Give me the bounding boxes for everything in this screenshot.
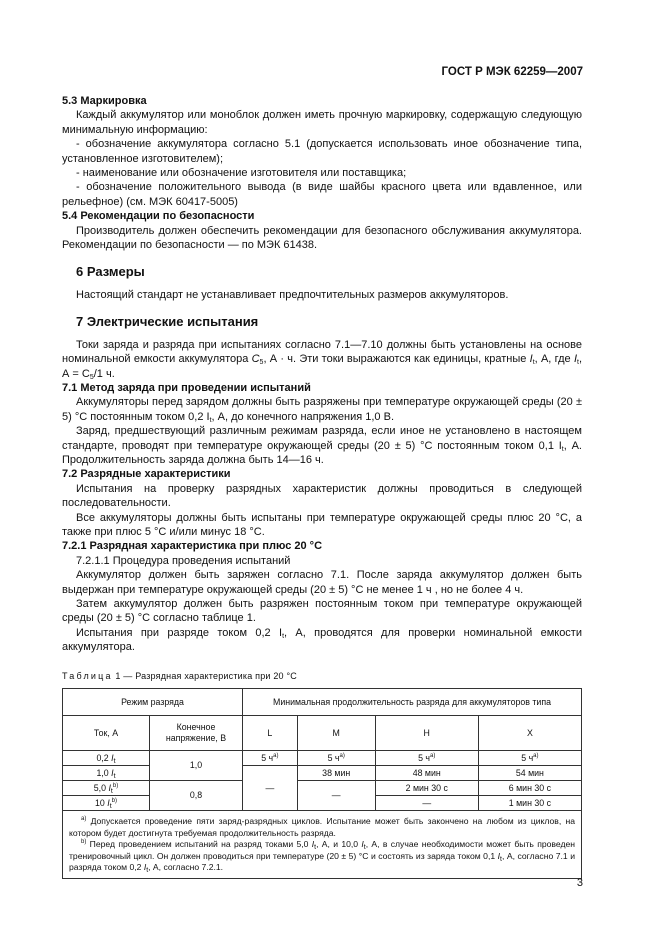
section-7-1-title: 7.1 Метод заряда при проведении испытаний	[62, 381, 311, 394]
cell-x: 6 мин 30 с	[478, 781, 581, 796]
paragraph: Затем аккумулятор должен быть разряжен постоянным током при температуре окружающей среды (20 ± 5) °С согласно таблице 1.	[62, 598, 582, 625]
section-7-2-title: 7.2 Разрядные характеристики	[62, 468, 231, 481]
header-type-m: M	[297, 716, 375, 751]
cell-x: 54 мин	[478, 766, 581, 781]
footnote-a: $^{а)}$ Допускается проведение пяти заряд-разрядных циклов. Испытание может быть закончено на любом из циклов, на котором будет достигнута требуемая продолжительность разряда.	[69, 816, 576, 838]
header-type-l: L	[243, 716, 298, 751]
header-mode: Режим разряда	[63, 689, 243, 716]
table-footnotes	[63, 811, 582, 879]
table-row	[63, 766, 582, 781]
section-7-2-1-1-title: 7.2.1.1 Процедура проведения испытаний	[76, 554, 291, 567]
paragraph: Заряд, предшествующий различным режимам разряда, если иное не установлено в настоящем стандарте, проводят при температуре окружающей среды (20 ± 5) °С постоянным током 0,1 $I_t$, А. Продолжительность заряда должна быть 14—16 ч.	[62, 425, 582, 466]
discharge-table	[62, 688, 582, 879]
paragraph: Аккумуляторы перед зарядом должны быть разряжены при температуре окружающей среды (20 ± 5) °С постоянным током 0,2 $I_t$, А, до конечного напряжения 1,0 В.	[62, 396, 582, 424]
cell-voltage: 0,8	[150, 781, 243, 811]
table-header-row	[63, 689, 582, 716]
section-5-4-title: 5.4 Рекомендации по безопасности	[62, 210, 255, 223]
page-content	[62, 94, 582, 879]
footnote-b: $^{b)}$ Перед проведением испытаний на разряд токами 5,0 $I_t$, А, и 10,0 $I_t$, А, в случае необходимости может быть проведен тренировочный цикл. Он должен проводиться при температуре (20 ± 5) °С и состоять из заряда током 0,1 $I_t$, А, согласно 7.1 и разряда током 0,2 $I_t$, А, согласно 7.2.1.	[69, 839, 576, 875]
section-6-title: 6 Размеры	[76, 264, 145, 280]
paragraph: Настоящий стандарт не устанавливает предпочтительных размеров аккумуляторов.	[76, 288, 509, 301]
table-row	[63, 781, 582, 796]
paragraph: Аккумулятор должен быть заряжен согласно 7.1. После заряда аккумулятор должен быть выдержан при температуре окружающей среды (20 ± 5) °С не менее 1 ч , но не более 4 ч.	[62, 569, 582, 596]
paragraph: Все аккумуляторы должны быть испытаны при температуре окружающей среды плюс 20 °С, а также при плюс 5 °С и/или минус 18 °С.	[62, 511, 582, 538]
section-5-3-title: 5.3 Маркировка	[62, 95, 147, 107]
cell-m: 5 $ч^{а)}$	[297, 751, 375, 766]
paragraph: Испытания при разряде током 0,2 $I_t$, А, проводятся для проверки номинальной емкости аккумулятора.	[62, 626, 582, 654]
header-current: Ток, А	[63, 716, 150, 751]
cell-x: 1 мин 30 с	[478, 796, 581, 811]
cell-h: —	[375, 796, 478, 811]
cell-current: 10 $I_t^{b)}$	[63, 796, 150, 811]
table-footnote-row	[63, 811, 582, 879]
document-header: ГОСТ Р МЭК 62259—2007	[441, 66, 583, 78]
cell-m: 38 мин	[297, 766, 375, 781]
page-number: 3	[576, 877, 583, 889]
header-minimal: Минимальная продолжительность разряда для аккумуляторов типа	[243, 689, 582, 716]
cell-current: 0,2 $I_t$	[63, 751, 150, 766]
header-type-h: H	[375, 716, 478, 751]
cell-l: 5 $ч^{а)}$	[243, 751, 298, 766]
paragraph: Производитель должен обеспечить рекомендации для безопасного обслуживания аккумулятора. Рекомендации по безопасности — по МЭК 61438.	[62, 224, 582, 252]
header-type-x: X	[478, 716, 581, 751]
cell-l: —	[243, 766, 298, 811]
header-voltage: Конечное напряжение, В	[150, 716, 243, 751]
cell-h: 2 мин 30 с	[375, 781, 478, 796]
section-7-title: 7 Электрические испытания	[76, 314, 259, 330]
cell-h: 48 мин	[375, 766, 478, 781]
table-caption: Таблица 1 — Разрядная характеристика при 20 °С	[62, 670, 297, 681]
table-subheader-row	[63, 716, 582, 751]
cell-m: —	[297, 781, 375, 811]
section-7-2-1-title: 7.2.1 Разрядная характеристика при плюс 20 °С	[62, 540, 323, 553]
paragraph: Каждый аккумулятор или моноблок должен иметь прочную маркировку, содержащую следующую минимальную информацию:	[62, 109, 582, 136]
cell-x: 5 $ч^{а)}$	[478, 751, 581, 766]
list-item: - наименование или обозначение изготовителя или поставщика;	[76, 167, 407, 180]
paragraph: Токи заряда и разряда при испытаниях согласно 7.1—7.10 должны быть установлены на основе номинальной емкости аккумулятора $C_5$, А · ч. Эти токи выражаются как единицы, кратные $I_t$, А, где $I_t$, $А = C_5/1$ ч.	[62, 338, 583, 381]
cell-current: 1,0 $I_t$	[63, 766, 150, 781]
list-item: - обозначение положительного вывода (в виде шайбы красного цвета или вдавленное, или рельефное) (см. МЭК 60417-5005)	[62, 181, 582, 208]
cell-voltage: 1,0	[150, 751, 243, 781]
cell-current: 5,0 $I_t^{b)}$	[63, 781, 150, 796]
cell-h: 5 $ч^{а)}$	[375, 751, 478, 766]
list-item: - обозначение аккумулятора согласно 5.1 (допускается использовать иное обозначение типа, установленное изготовителем);	[62, 138, 582, 165]
table-row	[63, 751, 582, 766]
paragraph: Испытания на проверку разрядных характеристик должны проводиться в следующей последовательности.	[62, 482, 582, 510]
